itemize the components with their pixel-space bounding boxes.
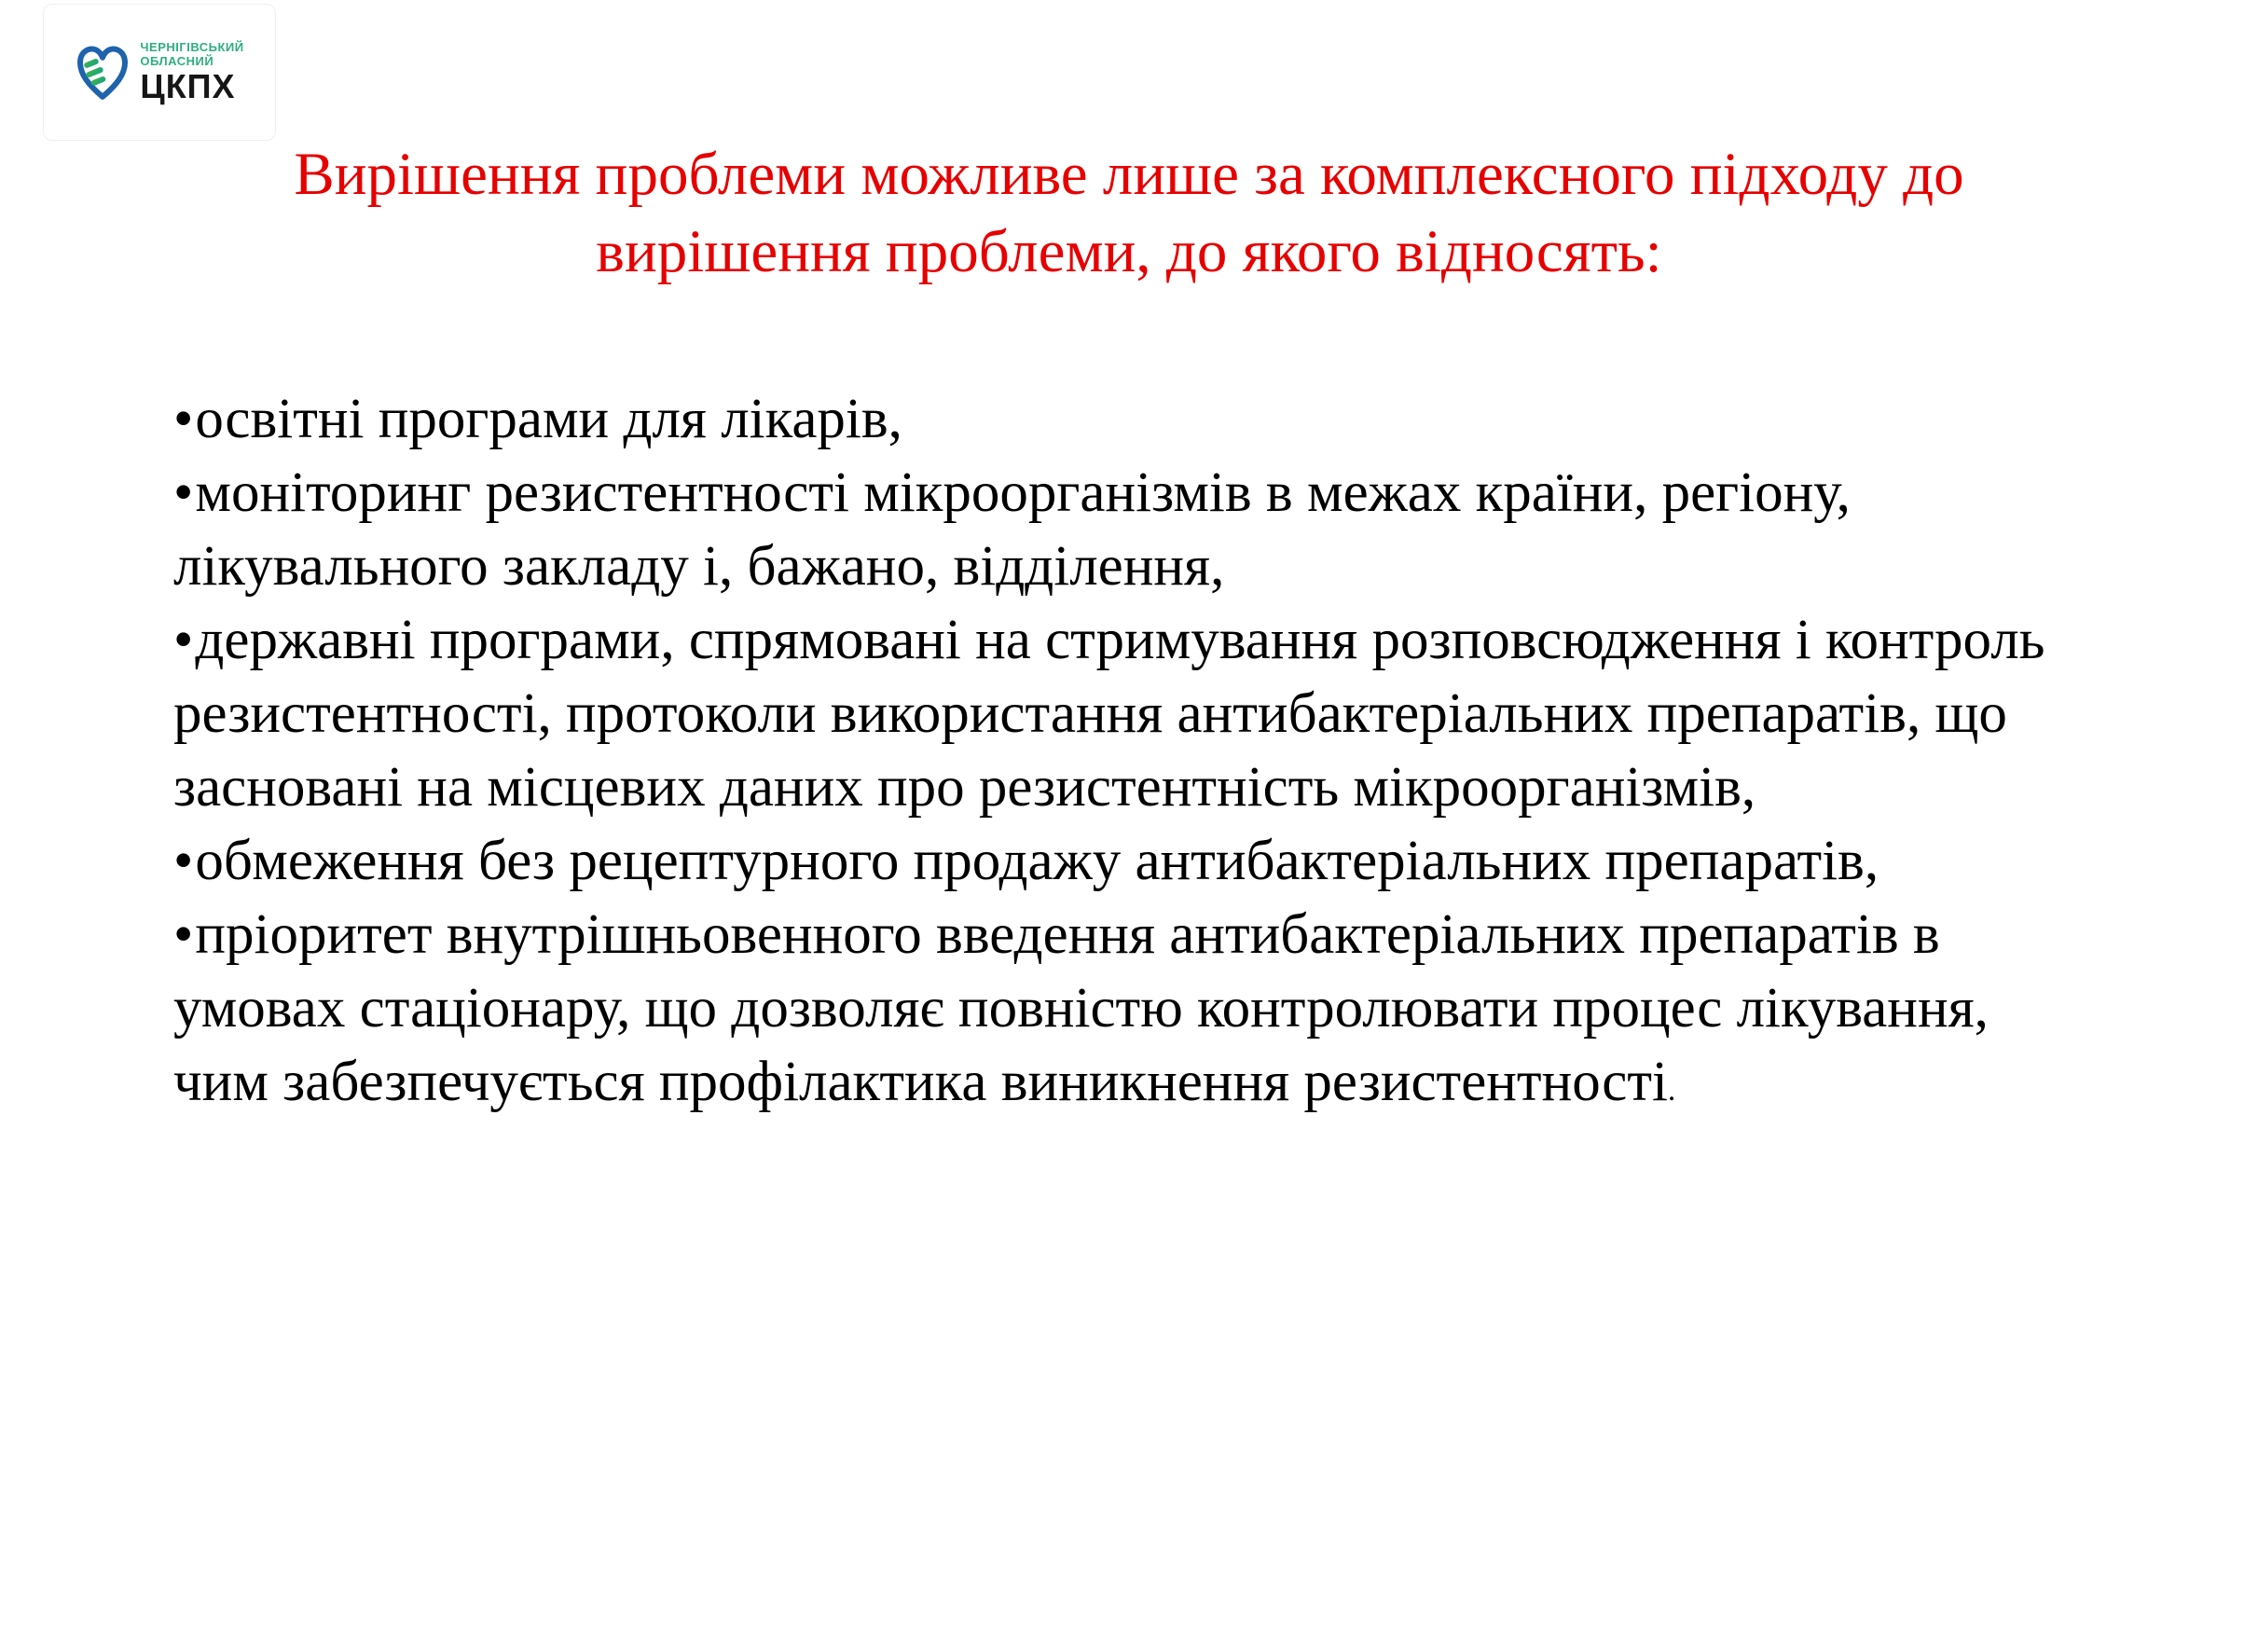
bullet-text: обмеження без рецептурного продажу антибактеріальних препаратів, xyxy=(195,830,1879,892)
bullet-item-iv-priority xyxy=(173,898,2094,1127)
bullet-marker: • xyxy=(173,830,194,892)
bullet-item-otc-restriction xyxy=(173,824,2094,898)
bullet-text: державні програми, спрямовані на стримування розповсюдження і контроль резистентності, протоколи використання антибактеріальних препаратів, що засновані на місцевих даних про резистентність мікроорганізмів, xyxy=(173,609,2045,819)
bullet-marker: • xyxy=(173,461,194,524)
bullet-marker: • xyxy=(173,903,194,966)
slide-title: Вирішення проблеми можливе лише за комплексного підходу до вирішення проблеми, до якого відносять: xyxy=(294,141,1964,286)
bullet-item-monitoring xyxy=(173,456,2094,603)
bullet-item-state-programs xyxy=(173,603,2094,824)
bullet-text: освітні програми для лікарів, xyxy=(195,388,902,450)
final-period: . xyxy=(1667,1073,1676,1108)
logo-text-block xyxy=(140,41,243,104)
logo-org-line2: ОБЛАСНИЙ xyxy=(140,53,214,68)
bullet-marker: • xyxy=(173,388,194,450)
bullet-text: моніторинг резистентності мікроорганізмів в межах країни, регіону, лікувального закладу і, бажано, відділення, xyxy=(173,461,1851,598)
shield-heart-icon xyxy=(75,41,131,104)
org-logo xyxy=(43,4,276,141)
logo-abbreviation: ЦКПХ xyxy=(140,67,236,106)
logo-org-line1: ЧЕРНІГІВСЬКИЙ xyxy=(140,39,244,54)
bullet-text: пріоритет внутрішньовенного введення антибактеріальних препаратів в умовах стаціонару, що дозволяє повністю контролювати процес лікування, чим забезпечується профілактика виникнення резистентності xyxy=(173,903,1989,1113)
bullet-marker: • xyxy=(173,609,194,671)
bullet-list xyxy=(173,382,2094,1127)
bullet-item-education xyxy=(173,382,2094,456)
